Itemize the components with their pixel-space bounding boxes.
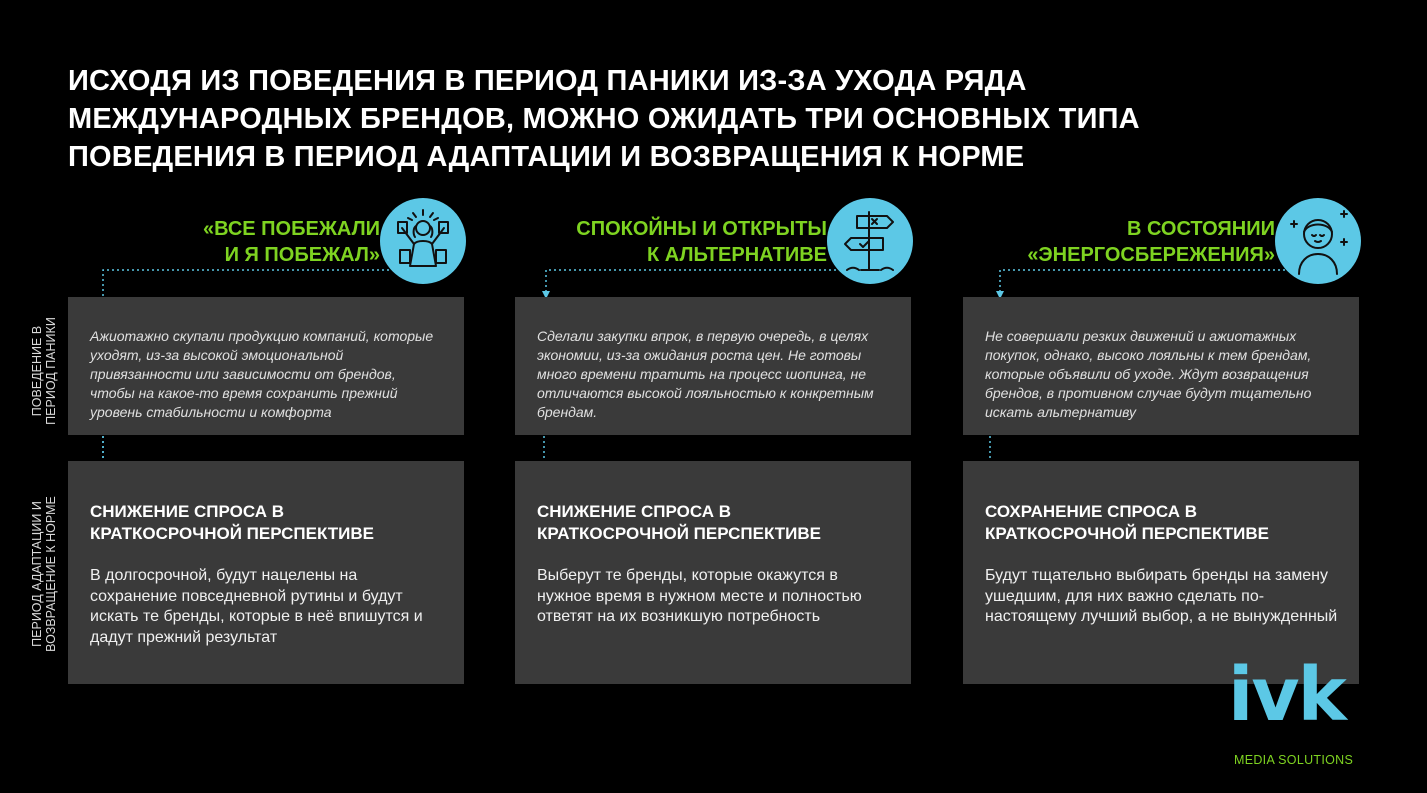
company-logo — [1228, 652, 1378, 775]
column-heading: В СОСТОЯНИИ «ЭНЕРГОСБЕРЕЖЕНИЯ» — [1027, 218, 1275, 266]
outcome-title: СНИЖЕНИЕ СПРОСА В КРАТКОСРОЧНОЙ ПЕРСПЕКТИВЕ — [537, 502, 821, 543]
logo-subtitle: MEDIA SOLUTIONS — [1234, 753, 1354, 767]
outcome-text: В долгосрочной, будут нацелены на сохранение повседневной рутины и будут искать те бренды, которые в неё впишутся и дадут прежний результат — [90, 567, 423, 646]
outcome-text: Будут тщательно выбирать бренды на замену ушедшим, для них важно сделать по-настоящему лучший выбор, а не вынужденный — [985, 567, 1338, 625]
panic-behavior-card — [515, 297, 911, 435]
column-heading: «ВСЕ ПОБЕЖАЛИ И Я ПОБЕЖАЛ» — [203, 218, 380, 266]
panic-behavior-card — [963, 297, 1359, 435]
panic-behavior-text: Ажиотажно скупали продукцию компаний, которые уходят, из-за высокой эмоциональной привязанности или зависимости от брендов, чтобы на какое-то время сохранить прежний уровень стабильности и комфорта — [90, 327, 434, 420]
column-heading: СПОКОЙНЫ И ОТКРЫТЫ К АЛЬТЕРНАТИВЕ — [576, 218, 827, 266]
outcome-title: СНИЖЕНИЕ СПРОСА В КРАТКОСРОЧНОЙ ПЕРСПЕКТИВЕ — [90, 502, 374, 543]
logo-mark: ivk — [1228, 652, 1345, 738]
behavior-column-2 — [515, 0, 911, 793]
adaptation-card — [515, 461, 911, 684]
behavior-column-1 — [68, 0, 464, 793]
outcome-title: СОХРАНЕНИЕ СПРОСА В КРАТКОСРОЧНОЙ ПЕРСПЕКТИВЕ — [985, 502, 1269, 543]
panic-behavior-text: Сделали закупки впрок, в первую очередь, в целях экономии, из-за ожидания роста цен. Не готовы много времени тратить на процесс шопинга, не отличаются высокой лояльностью к конкретным брендам. — [537, 327, 874, 420]
row-label-adaptation: ПЕРИОД АДАПТАЦИИ И ВОЗВРАЩЕНИЕ К НОРМЕ — [30, 496, 58, 652]
panic-behavior-text: Не совершали резких движений и ажиотажных покупок, однако, высоко лояльны к тем брендам, которые объявили об уходе. Ждут возвращения брендов, в противном случае будут тщательно искать альтернативу — [985, 327, 1312, 420]
adaptation-card — [68, 461, 464, 684]
outcome-text: Выберут те бренды, которые окажутся в нужное время в нужном месте и полностью ответят на их возникшую потребность — [537, 567, 862, 625]
row-label-panic: ПОВЕДЕНИЕ В ПЕРИОД ПАНИКИ — [30, 317, 58, 425]
panic-behavior-card — [68, 297, 464, 435]
page-title: ИСХОДЯ ИЗ ПОВЕДЕНИЯ В ПЕРИОД ПАНИКИ ИЗ-ЗА УХОДА РЯДА МЕЖДУНАРОДНЫХ БРЕНДОВ, МОЖНО ОЖИДАТЬ ТРИ ОСНОВНЫХ ТИПА ПОВЕДЕНИЯ В ПЕРИОД АДАПТАЦИИ И ВОЗВРАЩЕНИЯ К НОРМЕ — [68, 65, 1140, 173]
adaptation-card — [963, 461, 1359, 684]
